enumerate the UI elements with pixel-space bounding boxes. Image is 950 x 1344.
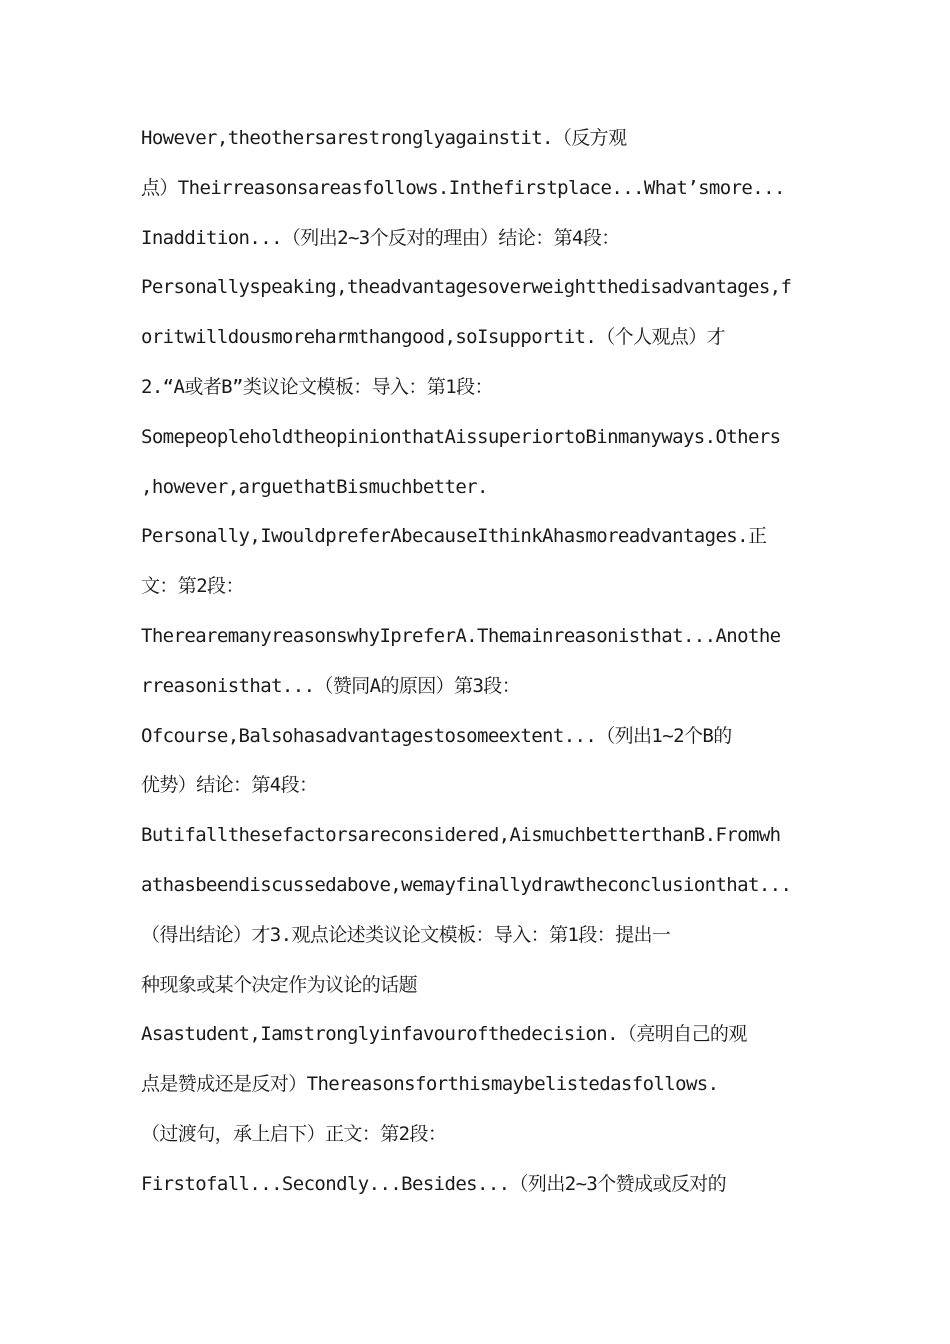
text-line: Firstofall...Secondly...Besides...（列出2~3个赞成或反对的 xyxy=(141,1172,727,1195)
text-line: Personallyspeaking,theadvantagesoverweightthedisadvantages,f xyxy=(141,276,792,299)
text-line: TherearemanyreasonswhyIpreferA.Themainreasonisthat...Anothe xyxy=(141,624,781,647)
text-line: Personally,IwouldpreferAbecauseIthinkAhasmoreadvantages.正 xyxy=(141,525,767,548)
text-line: Asastudent,Iamstronglyinfavourofthedecision.（亮明自己的观 xyxy=(141,1023,747,1046)
text-line: oritwilldousmoreharmthangood,soIsupportit.（个人观点）才 xyxy=(141,326,726,349)
text-line: （过渡句，承上启下）正文：第2段： xyxy=(141,1122,447,1145)
text-line: SomepeopleholdtheopinionthatAissuperiortoBinmanyways.Others xyxy=(141,425,781,448)
text-line: 文：第2段： xyxy=(141,575,244,598)
text-line: However,theothersarestronglyagainstit.（反方观 xyxy=(141,127,627,149)
body-text xyxy=(141,118,809,1214)
text-line: 优势）结论：第4段： xyxy=(141,774,318,797)
text-line: ,however,arguethatBismuchbetter. xyxy=(141,475,488,498)
text-line: Butifallthesefactorsareconsidered,AismuchbetterthanB.Fromwh xyxy=(141,824,781,847)
text-line: Inaddition...（列出2~3个反对的理由）结论：第4段： xyxy=(141,226,620,249)
text-line: Ofcourse,Balsohasadvantagestosomeextent...（列出1~2个B的 xyxy=(141,724,732,747)
text-line: athasbeendiscussedabove,wemayfinallydrawtheconclusionthat... xyxy=(141,873,792,896)
text-line: 种现象或某个决定作为议论的话题 xyxy=(141,973,418,996)
text-line: rreasonisthat...（赞同A的原因）第3段： xyxy=(141,674,521,697)
text-line: （得出结论）才3.观点论述类议论文模板：导入：第1段：提出一 xyxy=(141,923,671,946)
text-line: 点是赞成还是反对）Thereasonsforthismaybelistedasfollows. xyxy=(141,1073,719,1096)
text-line: 2.“A或者B”类议论文模板：导入：第1段： xyxy=(141,375,493,398)
text-line: 点）Theirreasonsareasfollows.Inthefirstplace...What’smore... xyxy=(141,176,785,199)
